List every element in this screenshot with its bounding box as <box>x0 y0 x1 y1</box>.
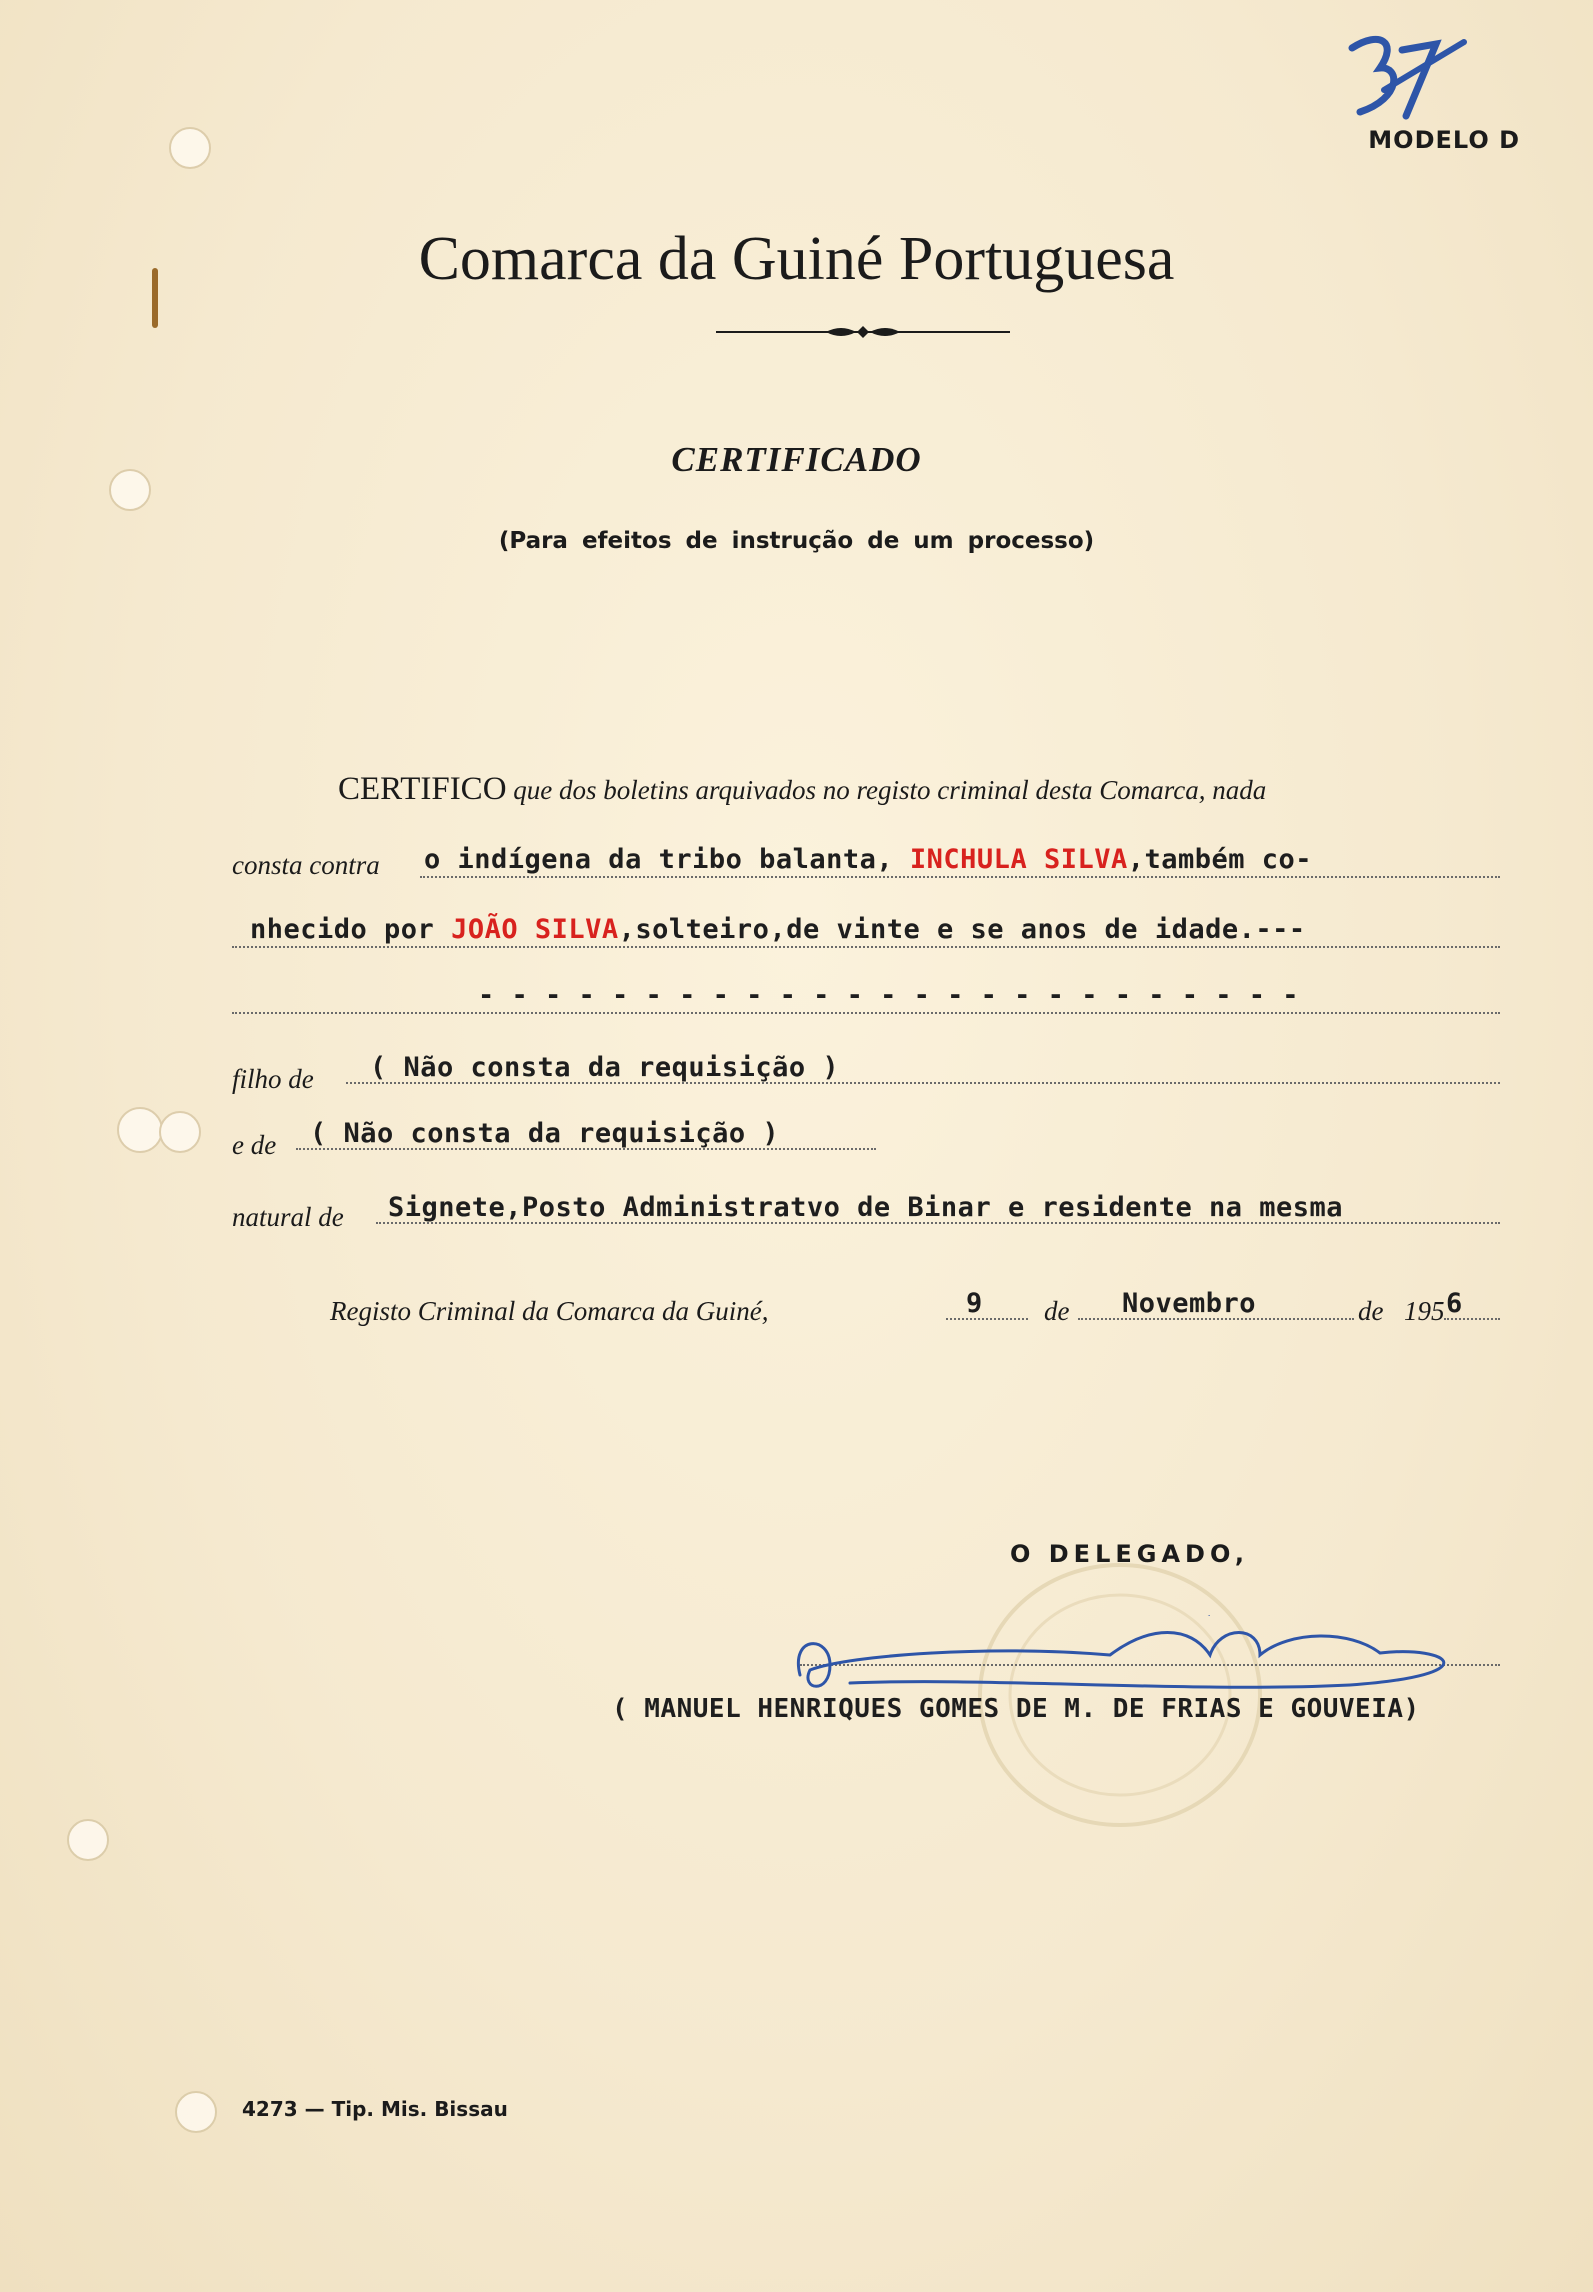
date-de-1: de <box>1044 1296 1070 1326</box>
filho-label: filho de <box>232 1064 314 1094</box>
intro-paragraph <box>338 770 1266 808</box>
certificate-subtitle: (Para efeitos de instrução de um processo) <box>498 528 1095 554</box>
typed-text: ,solteiro,de vinte e se anos de idade.--- <box>618 914 1306 945</box>
typed-name-red: INCHULA SILVA <box>909 844 1128 875</box>
typed-text: nhecido por <box>250 914 452 945</box>
natural-label: natural de <box>232 1202 344 1232</box>
punch-hole-marks <box>0 0 260 2292</box>
mae-label: e de <box>232 1130 277 1160</box>
dotted-rule <box>946 1318 1028 1320</box>
filho-value: ( Não consta da requisição ) <box>370 1052 840 1083</box>
intro-rest: que dos boletins arquivados no registo criminal desta Comarca, nada <box>506 775 1267 805</box>
handwritten-number-mark <box>1340 20 1480 130</box>
signatory-name: ( MANUEL HENRIQUES GOMES DE M. DE FRIAS E GOUVEIA) <box>612 1694 1420 1724</box>
typed-line-1 <box>424 844 1312 875</box>
typed-name-red: JOÃO SILVA <box>451 914 619 945</box>
registo-label: Registo Criminal da Comarca da Guiné, <box>330 1296 769 1326</box>
date-year-suffix: 6 <box>1446 1288 1463 1319</box>
consta-contra-label: consta contra <box>232 850 380 880</box>
ornament-divider-icon <box>716 318 1010 346</box>
dotted-rule <box>232 1012 1500 1014</box>
date-de-2: de <box>1358 1296 1384 1326</box>
typed-text: ,também co- <box>1127 844 1313 875</box>
intro-lead: CERTIFICO <box>338 771 507 807</box>
date-day: 9 <box>966 1288 983 1319</box>
typed-text: o indígena da tribo balanta, <box>424 844 910 875</box>
printer-footer: 4273 — Tip. Mis. Bissau <box>242 2097 508 2121</box>
dotted-rule <box>420 876 1500 878</box>
signatory-role: O DELEGADO, <box>1010 1540 1249 1568</box>
page-title: Comarca da Guiné Portuguesa <box>418 225 1175 293</box>
date-year-prefix: 195 <box>1404 1296 1445 1326</box>
mae-value: ( Não consta da requisição ) <box>310 1118 780 1149</box>
typed-line-3: - - - - - - - - - - - - - - - - - - - - - - - - - <box>478 980 1300 1011</box>
dotted-rule <box>232 946 1500 948</box>
certificate-title: CERTIFICADO <box>671 440 922 479</box>
model-label: MODELO D <box>1368 126 1520 154</box>
date-month: Novembro <box>1122 1288 1257 1319</box>
typed-line-2 <box>250 914 1306 945</box>
natural-value: Signete,Posto Administratvo de Binar e residente na mesma <box>388 1192 1344 1223</box>
